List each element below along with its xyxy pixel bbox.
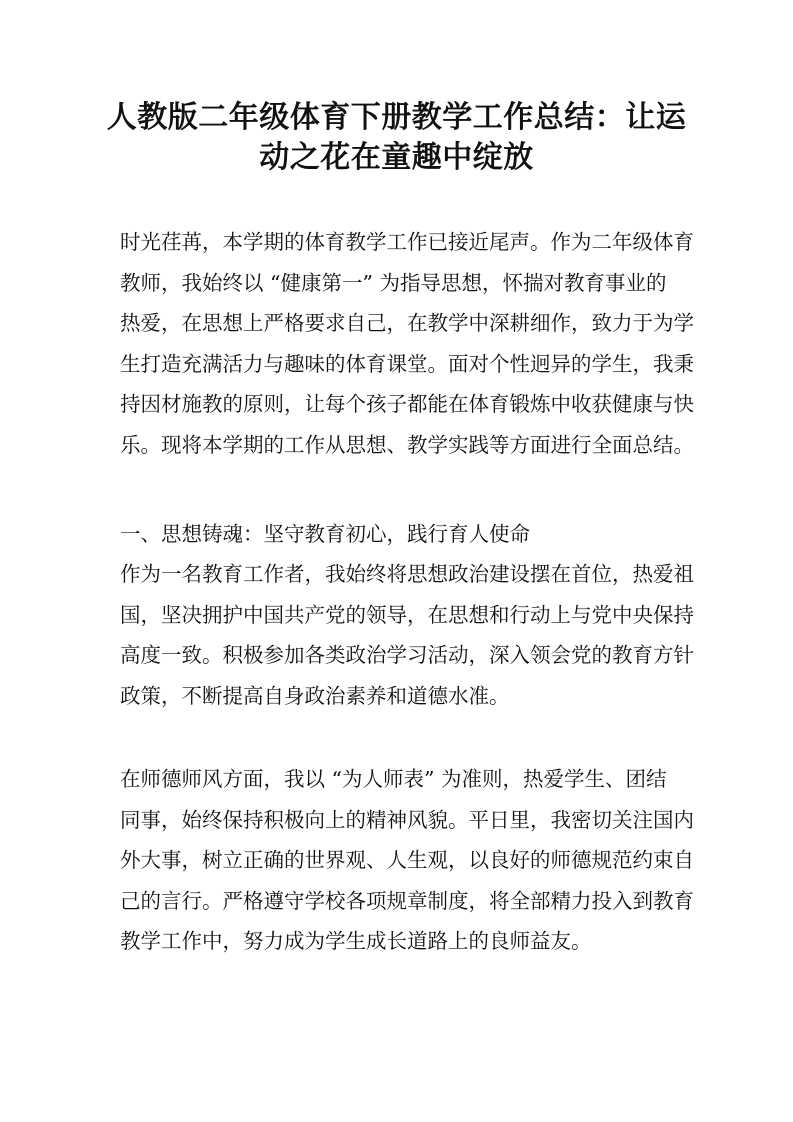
text-line: 教学工作中，努力成为学生成长道路上的良师益友。 xyxy=(120,929,592,953)
text-line: 在师德师风方面，我以 “为人师表” 为准则，热爱学生、团结 xyxy=(120,767,667,791)
section-1-heading: 一、思想铸魂：坚守教育初心，践行育人使命 xyxy=(120,522,530,546)
title-line-2: 动之花在童趣中绽放 xyxy=(259,140,534,175)
text-line: 政策，不断提高自身政治素养和道德水准。 xyxy=(120,683,510,708)
text-line: 乐。现将本学期的工作从思想、教学实践等方面进行全面总结。 xyxy=(120,432,694,457)
text-line: 教师，我始终以 “健康第一” 为指导思想，怀揣对教育事业的 xyxy=(120,270,667,295)
section-1-paragraph-2 xyxy=(120,759,694,962)
intro-paragraph xyxy=(120,222,694,465)
text-line: 高度一致。积极参加各类政治学习活动，深入领会党的教育方针 xyxy=(120,643,694,667)
text-line: 作为一名教育工作者，我始终将思想政治建设摆在首位，热爱祖 xyxy=(120,562,694,586)
text-line: 生打造充满活力与趣味的体育课堂。面对个性迥异的学生，我秉 xyxy=(120,351,694,376)
title-line-1: 人教版二年级体育下册教学工作总结：让运 xyxy=(106,100,687,135)
text-line: 同事，始终保持积极向上的精神风貌。平日里，我密切关注国内 xyxy=(120,807,694,832)
text-line: 持因材施教的原则，让每个孩子都能在体育锻炼中收获健康与快 xyxy=(120,392,694,416)
text-line: 热爱，在思想上严格要求自己，在教学中深耕细作，致力于为学 xyxy=(120,311,694,335)
text-line: 时光荏苒，本学期的体育教学工作已接近尾声。作为二年级体育 xyxy=(120,230,694,254)
text-line: 己的言行。严格遵守学校各项规章制度，将全部精力投入到教育 xyxy=(120,888,694,913)
text-line: 外大事，树立正确的世界观、人生观，以良好的师德规范约束自 xyxy=(120,848,694,872)
section-1-paragraph-1 xyxy=(120,554,694,716)
text-line: 国，坚决拥护中国共产党的领导，在思想和行动上与党中央保持 xyxy=(120,602,694,627)
document-title xyxy=(100,98,693,178)
